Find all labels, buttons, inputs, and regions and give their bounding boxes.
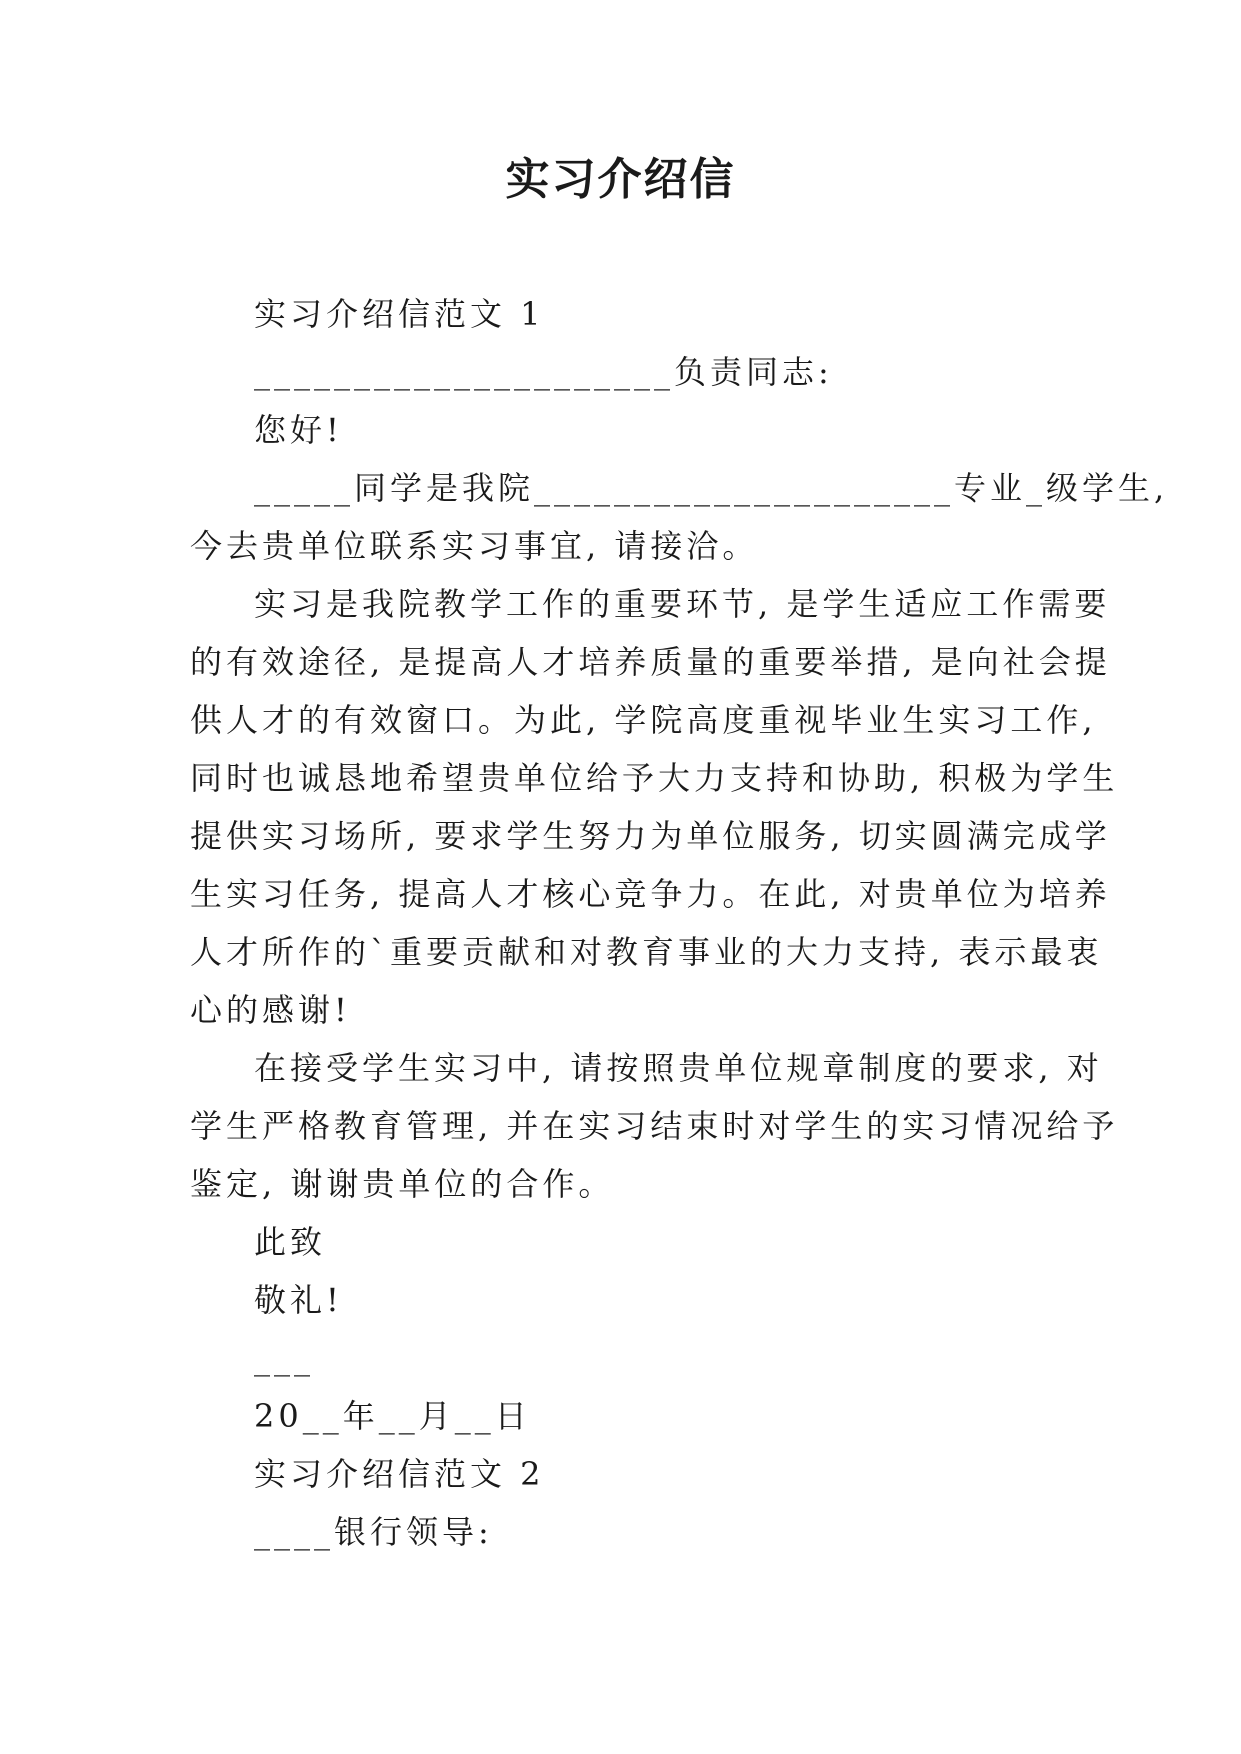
greeting: 您好! <box>254 411 343 449</box>
section-heading-1: 实习介绍信范文 1 <box>254 295 545 333</box>
document-title: 实习介绍信 <box>505 154 736 205</box>
salutation: 敬礼! <box>254 1281 343 1319</box>
paragraph-line: 实习是我院教学工作的重要环节, 是学生适应工作需要 <box>254 585 1111 623</box>
closing-line: 此致 <box>254 1223 327 1261</box>
paragraph-line: 供人才的有效窗口。为此, 学院高度重视毕业生实习工作, <box>190 701 1097 739</box>
recipient-line: _____________________负责同志: <box>254 353 833 391</box>
section-heading-2: 实习介绍信范文 2 <box>254 1455 545 1493</box>
paragraph-line: 同时也诚恳地希望贵单位给予大力支持和协助, 积极为学生 <box>190 759 1119 797</box>
paragraph-line: 学生严格教育管理, 并在实习结束时对学生的实习情况给予 <box>190 1107 1119 1145</box>
paragraph-line: 鉴定, 谢谢贵单位的合作。 <box>190 1165 615 1203</box>
paragraph-line: 人才所作的`重要贡献和对教育事业的大力支持, 表示最衷 <box>190 933 1103 971</box>
date-line: 20__年__月__日 <box>254 1397 531 1435</box>
paragraph-line: _____同学是我院_____________________专业_级学生, <box>254 469 1169 507</box>
paragraph-line: 提供实习场所, 要求学生努力为单位服务, 切实圆满完成学 <box>190 817 1111 855</box>
paragraph-line: 心的感谢! <box>190 991 351 1029</box>
signature-blank: ___ <box>254 1339 314 1377</box>
paragraph-line: 今去贵单位联系实习事宜, 请接洽。 <box>190 527 759 565</box>
paragraph-line: 在接受学生实习中, 请按照贵单位规章制度的要求, 对 <box>254 1049 1103 1087</box>
paragraph-line: 生实习任务, 提高人才核心竞争力。在此, 对贵单位为培养 <box>190 875 1111 913</box>
recipient-line-2: ____银行领导: <box>254 1513 493 1551</box>
paragraph-line: 的有效途径, 是提高人才培养质量的重要举措, 是向社会提 <box>190 643 1111 681</box>
